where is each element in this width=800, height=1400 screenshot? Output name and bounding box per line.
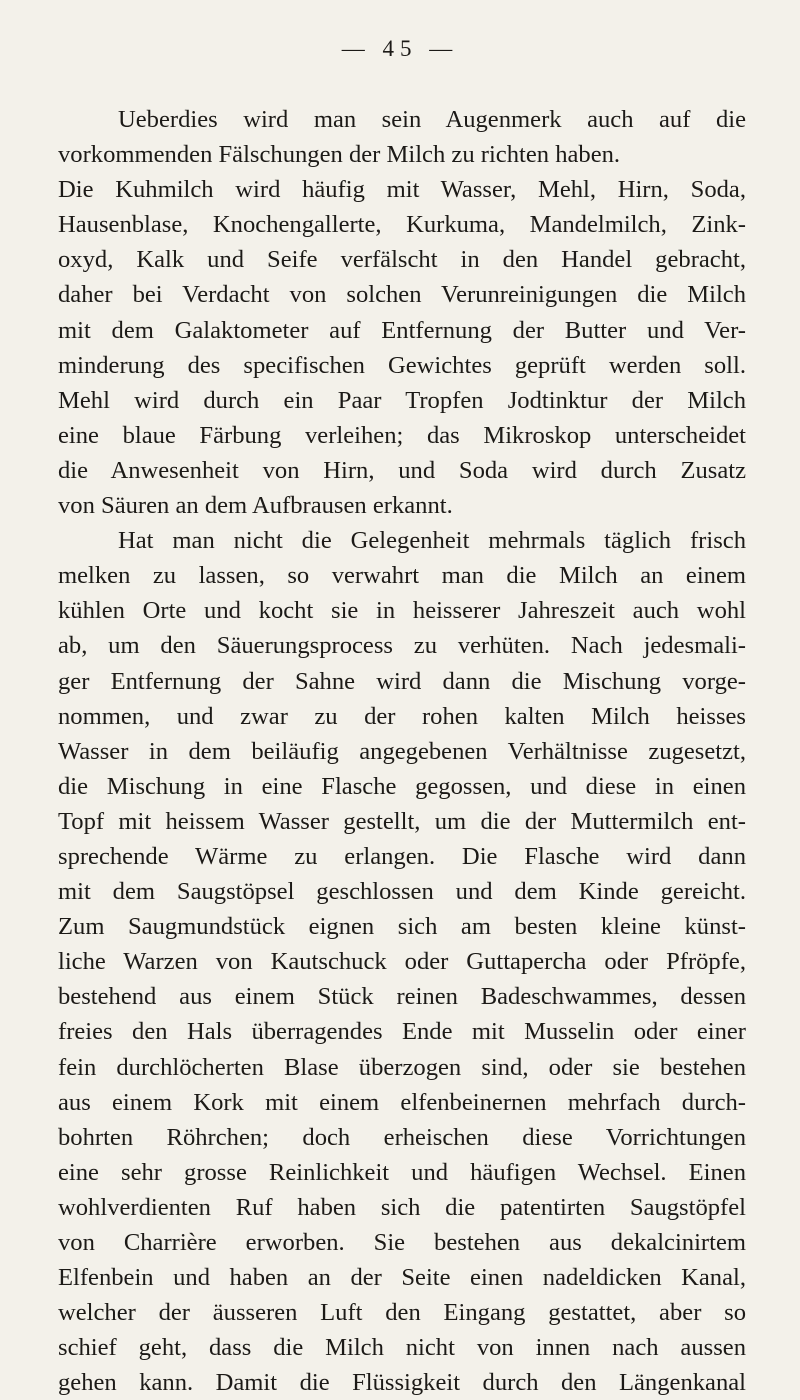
text-line: Hat man nicht die Gelegenheit mehrmals täglich frisch [118,527,746,555]
text-line: Topf mit heissem Wasser gestellt, um die der Muttermilch ent- [58,807,746,835]
text-line: gehen kann. Damit die Flüssigkeit durch den Längenkanal [58,1369,746,1397]
text-line: die Mischung in eine Flasche gegossen, und diese in einen [58,772,746,800]
text-line: fein durchlöcherten Blase überzogen sind, oder sie bestehen [58,1053,746,1081]
page-number: — 45 — [341,36,459,61]
text-line: kühlen Orte und kocht sie in heisserer Jahreszeit auch wohl [58,597,746,625]
text-line: mit dem Saugstöpsel geschlossen und dem Kinde gereicht. [58,878,746,906]
text-line: bohrten Röhrchen; doch erheischen diese Vorrichtungen [58,1123,746,1151]
text-line: Wasser in dem beiläufig angegebenen Verhältnisse zugesetzt, [58,737,746,765]
text-line: wohlverdienten Ruf haben sich die patentirten Saugstöpfel [58,1193,746,1221]
text-line: sprechende Wärme zu erlangen. Die Flasche wird dann [58,842,746,870]
text-line: welcher der äusseren Luft den Eingang gestattet, aber so [58,1299,746,1327]
text-line: Ueberdies wird man sein Augenmerk auch auf die [118,106,746,133]
text-line: ab, um den Säuerungsprocess zu verhüten. Nach jedesmali- [58,632,746,660]
text-line: mit dem Galaktometer auf Entfernung der Butter und Ver- [58,316,746,344]
text-line: schief geht, dass die Milch nicht von innen nach aussen [58,1334,746,1362]
text-line: aus einem Kork mit einem elfenbeinernen mehrfach durch- [58,1088,746,1116]
text-line: daher bei Verdacht von solchen Verunreinigungen die Milch [58,281,746,309]
text-line: oxyd, Kalk und Seife verfälscht in den Handel gebracht, [58,246,746,274]
text-line: melken zu lassen, so verwahrt man die Milch an einem [58,562,746,590]
text-line: von Säuren an dem Aufbrausen erkannt. [58,492,453,520]
text-line: liche Warzen von Kautschuck oder Guttapercha oder Pfröpfe, [58,948,746,976]
text-line: die Anwesenheit von Hirn, und Soda wird durch Zusatz [58,456,746,484]
text-line: minderung des specifischen Gewichtes geprüft werden soll. [58,351,746,379]
text-line: Elfenbein und haben an der Seite einen nadeldicken Kanal, [58,1264,746,1292]
body-text [58,102,746,1400]
text-line: vorkommenden Fälschungen der Milch zu richten haben. [58,141,621,169]
text-line: Mehl wird durch ein Paar Tropfen Jodtinktur der Milch [58,386,746,414]
text-line: Hausenblase, Knochengallerte, Kurkuma, Mandelmilch, Zink- [58,211,746,239]
text-line: von Charrière erworben. Sie bestehen aus dekalcinirtem [58,1229,746,1256]
text-line: Die Kuhmilch wird häufig mit Wasser, Mehl, Hirn, Soda, [58,176,746,204]
text-line: eine sehr grosse Reinlichkeit und häufigen Wechsel. Einen [58,1158,746,1186]
text-line: nommen, und zwar zu der rohen kalten Milch heisses [58,702,746,730]
text-line: bestehend aus einem Stück reinen Badeschwammes, dessen [58,983,746,1011]
text-line: Zum Saugmundstück eignen sich am besten kleine künst- [58,913,746,941]
text-line: ger Entfernung der Sahne wird dann die Mischung vorge- [58,667,746,695]
text-line: freies den Hals überragendes Ende mit Musselin oder einer [58,1018,746,1046]
text-line: eine blaue Färbung verleihen; das Mikroskop unterscheidet [58,421,746,449]
